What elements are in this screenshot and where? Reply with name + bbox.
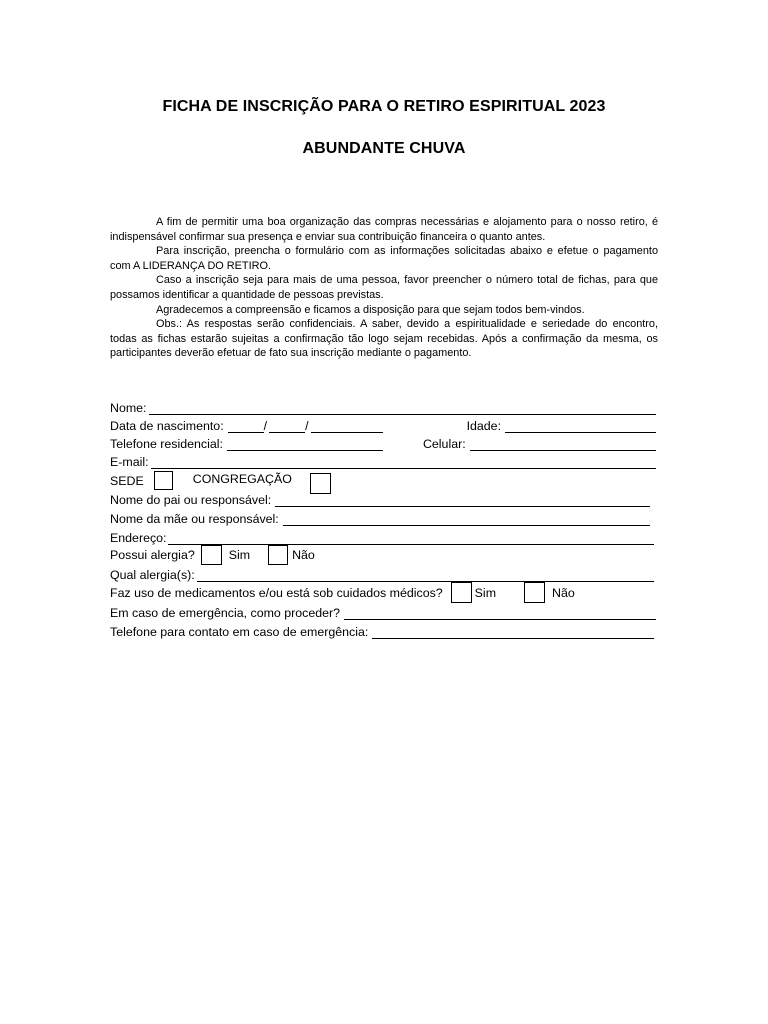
medicamentos-nao-label: Não xyxy=(552,585,575,600)
pai-field[interactable] xyxy=(275,494,650,507)
intro-paragraph-4: Agradecemos a compreensão e ficamos a disposição para que sejam todos bem-vindos. xyxy=(156,303,585,316)
row-alergia xyxy=(110,544,656,565)
nome-label: Nome: xyxy=(110,401,147,415)
mae-field[interactable] xyxy=(283,513,650,526)
emergencia-field[interactable] xyxy=(344,607,656,620)
alergia-sim-checkbox[interactable] xyxy=(201,545,222,565)
nome-field[interactable] xyxy=(149,402,657,415)
row-qual-alergia xyxy=(110,564,654,582)
row-pai xyxy=(110,489,650,507)
intro-paragraph-5: Obs.: As respostas serão confidenciais. A saber, devido a espiritualidade e seriedade do encontro, todas as fichas estarão sujeitas a confirmação tão logo sejam recebidas. Após a confirmação da mesma, os participantes deverão efetuar de fato sua inscrição mediante o pagamento. xyxy=(110,318,658,360)
medicamentos-sim-label: Sim xyxy=(474,585,497,600)
telefone-field[interactable] xyxy=(227,438,383,451)
alergia-sim-label: Sim xyxy=(228,547,251,562)
telefone-label: Telefone residencial: xyxy=(110,437,223,451)
idade-field[interactable] xyxy=(505,420,656,433)
intro-paragraph-2: Para inscrição, preencha o formulário com as informações solicitadas abaixo e efetue o pagamento com A LIDERANÇA DO RETIRO. xyxy=(110,245,658,272)
sede-label: SEDE xyxy=(110,474,144,488)
endereco-label: Endereço: xyxy=(110,531,167,545)
row-tel-emergencia xyxy=(110,621,654,639)
row-nome xyxy=(110,397,656,415)
alergia-nao-label: Não xyxy=(292,547,315,562)
nascimento-year-field[interactable] xyxy=(311,420,383,433)
emergencia-label: Em caso de emergência, como proceder? xyxy=(110,606,341,620)
tel-emergencia-field[interactable] xyxy=(372,626,654,639)
celular-label: Celular: xyxy=(422,437,466,451)
tel-emergencia-label: Telefone para contato em caso de emergência: xyxy=(110,625,369,639)
date-separator-2: / xyxy=(305,419,309,433)
sede-checkbox[interactable] xyxy=(154,471,173,490)
row-medicamentos xyxy=(110,582,656,603)
date-separator-1: / xyxy=(263,419,268,433)
row-telefone xyxy=(110,433,656,451)
mae-label: Nome da mãe ou responsável: xyxy=(110,512,279,526)
email-label: E-mail: xyxy=(110,455,149,469)
qual-alergia-field[interactable] xyxy=(197,569,654,582)
form-title: FICHA DE INSCRIÇÃO PARA O RETIRO ESPIRITUAL 2023 xyxy=(162,98,606,115)
nascimento-day-field[interactable] xyxy=(228,420,264,433)
row-email xyxy=(110,451,656,469)
row-nascimento xyxy=(110,415,656,433)
congregacao-label: CONGREGAÇÃO xyxy=(192,472,292,486)
row-emergencia xyxy=(110,602,656,620)
pai-label: Nome do pai ou responsável: xyxy=(110,493,272,507)
row-endereco xyxy=(110,527,654,545)
intro-text xyxy=(110,215,658,361)
idade-label: Idade: xyxy=(466,419,502,433)
alergia-label: Possui alergia? xyxy=(110,547,195,562)
qual-alergia-label: Qual alergia(s): xyxy=(110,568,195,582)
nascimento-label: Data de nascimento: xyxy=(110,419,224,433)
email-field[interactable] xyxy=(151,456,656,469)
intro-paragraph-1: A fim de permitir uma boa organização das compras necessárias e alojamento para o nosso retiro, é indispensável confirmar sua presença e enviar sua contribuição financeira o quanto antes. xyxy=(110,216,658,243)
medicamentos-sim-checkbox[interactable] xyxy=(451,582,472,603)
alergia-nao-checkbox[interactable] xyxy=(268,545,288,565)
medicamentos-nao-checkbox[interactable] xyxy=(524,582,545,603)
nascimento-month-field[interactable] xyxy=(269,420,305,433)
medicamentos-label: Faz uso de medicamentos e/ou está sob cuidados médicos? xyxy=(110,585,443,600)
form-subtitle: ABUNDANTE CHUVA xyxy=(302,140,466,157)
row-mae xyxy=(110,508,650,526)
intro-paragraph-3: Caso a inscrição seja para mais de uma pessoa, favor preencher o número total de fichas, para que possamos identificar a quantidade de pessoas previstas. xyxy=(110,274,658,301)
celular-field[interactable] xyxy=(470,438,656,451)
